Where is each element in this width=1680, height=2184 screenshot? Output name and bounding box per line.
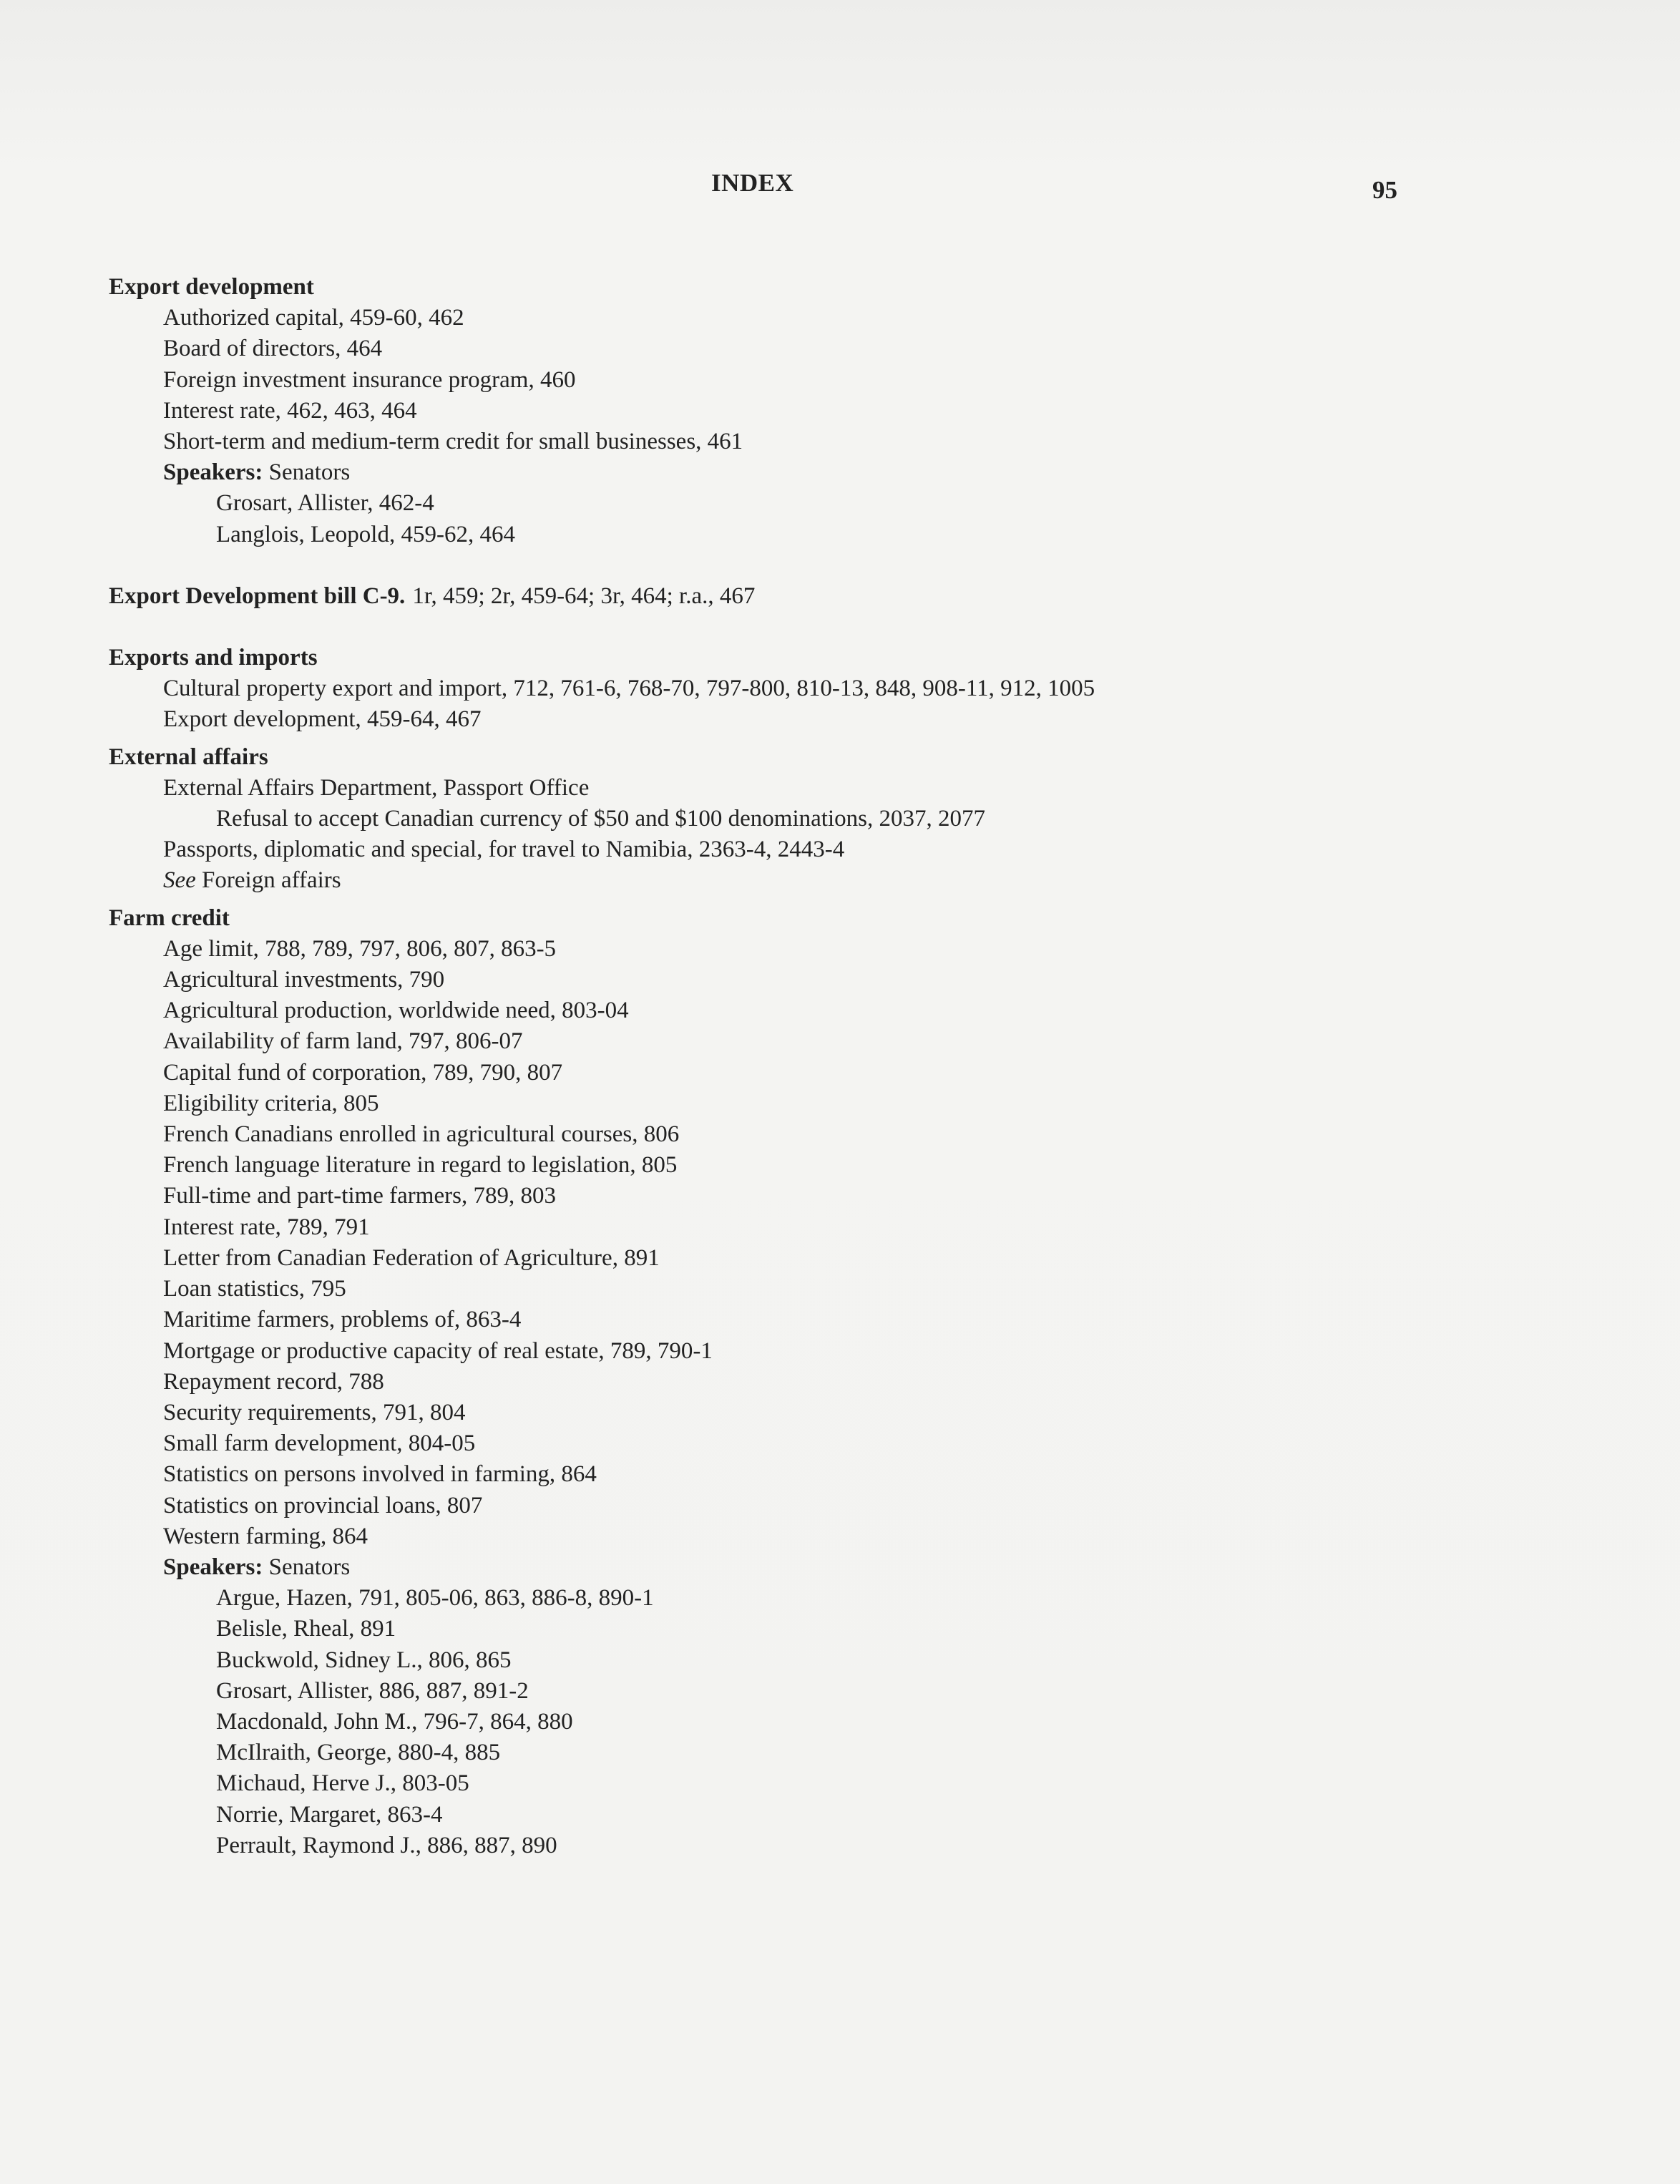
subentry: Interest rate, 462, 463, 464 — [163, 397, 417, 424]
speaker-entry: Perrault, Raymond J., 886, 887, 890 — [216, 1832, 557, 1858]
speaker-entry: Argue, Hazen, 791, 805-06, 863, 886-8, 890-1 — [216, 1585, 654, 1612]
speakers-suffix: Senators — [263, 459, 351, 486]
speaker-entry: Grosart, Allister, 462-4 — [216, 490, 434, 517]
subentry: Repayment record, 788 — [163, 1368, 384, 1395]
subentry: Western farming, 864 — [163, 1523, 368, 1549]
speakers-line — [109, 1552, 1576, 1583]
subentry: Export development, 459-64, 467 — [163, 706, 482, 733]
subentry: Board of directors, 464 — [163, 336, 383, 362]
subentry: Availability of farm land, 797, 806-07 — [163, 1028, 523, 1055]
subentry: Agricultural investments, 790 — [163, 967, 445, 993]
index-entry-export-development-bill — [109, 581, 1576, 612]
entry-heading: External affairs — [109, 744, 268, 770]
see-label: See — [163, 867, 196, 894]
speaker-entry: Langlois, Leopold, 459-62, 464 — [216, 521, 515, 547]
speakers-label: Speakers: — [163, 459, 263, 486]
subentry: French Canadians enrolled in agricultural courses, 806 — [163, 1121, 680, 1148]
subentry: Capital fund of corporation, 789, 790, 807 — [163, 1059, 563, 1086]
speaker-entry: McIlraith, George, 880-4, 885 — [216, 1740, 501, 1766]
subentry: Cultural property export and import, 712, 761-6, 768-70, 797-800, 810-13, 848, 908-11, 912, 1005 — [163, 676, 1095, 702]
subentry: Authorized capital, 459-60, 462 — [163, 305, 464, 331]
entry-heading: Export Development bill C-9. — [109, 582, 406, 609]
speaker-entry: Grosart, Allister, 886, 887, 891-2 — [216, 1677, 529, 1704]
entry-heading: Farm credit — [109, 905, 230, 931]
subentry: Agricultural production, worldwide need, 803-04 — [163, 998, 629, 1024]
subentry: Mortgage or productive capacity of real estate, 789, 790-1 — [163, 1337, 713, 1364]
subentry: Small farm development, 804-05 — [163, 1430, 476, 1457]
entry-heading: Export development — [109, 274, 314, 300]
subentry: Statistics on provincial loans, 807 — [163, 1492, 483, 1518]
index-entry-farm-credit — [109, 903, 1576, 1861]
speakers-line — [109, 457, 1576, 488]
index-entry-export-development — [109, 272, 1576, 550]
subentry: Loan statistics, 795 — [163, 1276, 346, 1302]
subentry: Full-time and part-time farmers, 789, 803 — [163, 1183, 556, 1209]
speakers-suffix: Senators — [263, 1554, 351, 1580]
subentry: French language literature in regard to legislation, 805 — [163, 1152, 678, 1179]
bill-readings: 1r, 459; 2r, 459-64; 3r, 464; r.a., 467 — [412, 582, 756, 609]
page-title: INDEX — [711, 169, 794, 197]
index-entry-exports-and-imports — [109, 643, 1576, 736]
subentry: Age limit, 788, 789, 797, 806, 807, 863-5 — [163, 935, 557, 962]
sub-subentry: Refusal to accept Canadian currency of $50 and $100 denominations, 2037, 2077 — [216, 806, 985, 832]
speaker-entry: Macdonald, John M., 796-7, 864, 880 — [216, 1708, 573, 1735]
page-number: 95 — [1372, 176, 1397, 204]
subentry: Interest rate, 789, 791 — [163, 1214, 370, 1240]
speaker-entry: Belisle, Rheal, 891 — [216, 1616, 396, 1642]
speaker-entry: Buckwold, Sidney L., 806, 865 — [216, 1647, 512, 1673]
subentry: Security requirements, 791, 804 — [163, 1399, 466, 1425]
speaker-entry: Michaud, Herve J., 803-05 — [216, 1770, 469, 1797]
see-target: Foreign affairs — [195, 867, 341, 894]
index-body — [109, 272, 1576, 1861]
subentry: Passports, diplomatic and special, for travel to Namibia, 2363-4, 2443-4 — [163, 837, 845, 863]
subentry: Maritime farmers, problems of, 863-4 — [163, 1307, 522, 1333]
entry-heading: Exports and imports — [109, 645, 318, 671]
subentry: Foreign investment insurance program, 460 — [163, 366, 576, 393]
speakers-label: Speakers: — [163, 1554, 263, 1580]
index-entry-external-affairs — [109, 742, 1576, 897]
subentry: Letter from Canadian Federation of Agriculture, 891 — [163, 1244, 660, 1271]
see-reference — [109, 865, 1576, 896]
subentry: Statistics on persons involved in farming, 864 — [163, 1461, 597, 1488]
subentry: Short-term and medium-term credit for small businesses, 461 — [163, 429, 743, 455]
subentry: Eligibility criteria, 805 — [163, 1090, 379, 1116]
subentry: External Affairs Department, Passport Office — [163, 774, 590, 801]
speaker-entry: Norrie, Margaret, 863-4 — [216, 1801, 443, 1828]
